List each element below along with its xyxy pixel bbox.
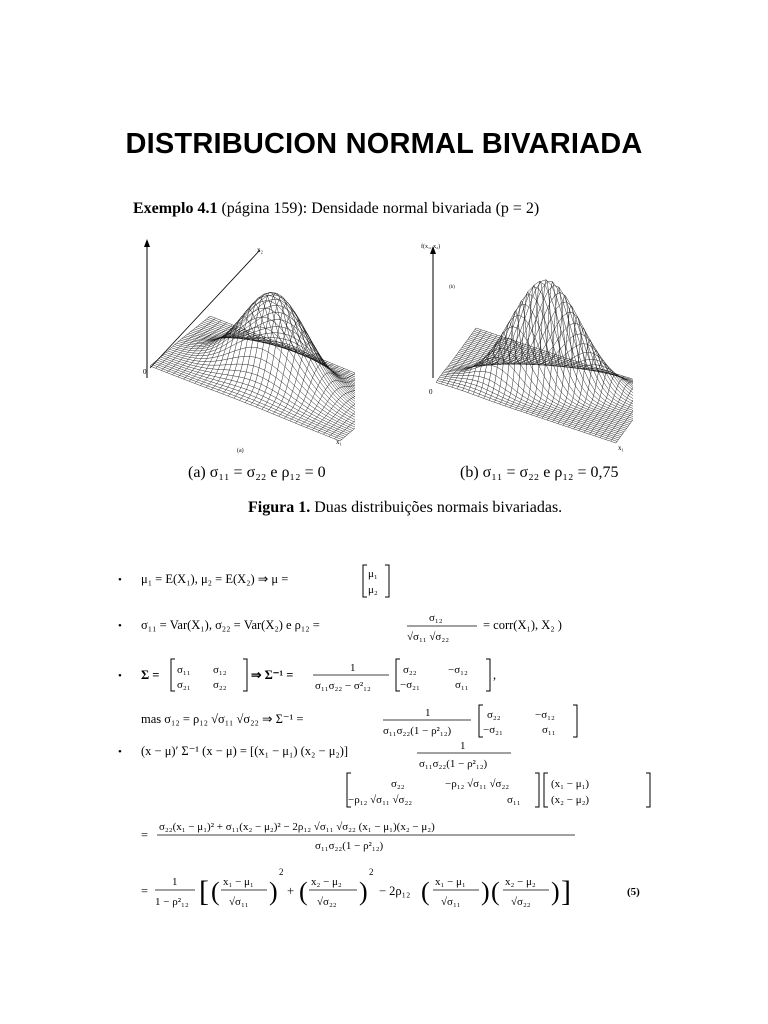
eq7-frac-den: 1 − ρ²₁₂	[155, 896, 189, 908]
eq7-paren-3-close: )	[481, 877, 490, 906]
eq7-paren-3-open: (	[421, 877, 430, 906]
mesh-surface-b	[436, 280, 633, 443]
mesh-line	[161, 320, 221, 370]
mesh-line	[279, 343, 339, 417]
mesh-line	[616, 387, 633, 443]
eq5-num: 1	[460, 740, 466, 752]
mesh-line	[245, 293, 305, 402]
plot-b-origin-label: 0	[429, 388, 433, 396]
eq2-left: σ₁₁ = Var(X₁), σ₂₂ = Var(X₂) e ρ₁₂ =	[141, 618, 320, 632]
mesh-line	[155, 362, 345, 437]
example-label: Exemplo 4.1	[133, 200, 218, 217]
plot-b-axis-x1-label: x₁	[618, 444, 624, 452]
eq7-bracket-open: [	[199, 875, 209, 908]
mesh-line	[455, 281, 633, 417]
plot-a-panel-label: (a)	[237, 448, 244, 454]
plot-b-axis-f-label: f(x₁, x₂)	[421, 244, 441, 250]
eq6-equals: =	[141, 828, 149, 842]
eq7-paren-2-open: (	[299, 877, 308, 906]
equation-number: (5)	[627, 886, 640, 898]
eq2-den: √σ₁₁ √σ₂₂	[407, 631, 450, 643]
eq4-m00: σ₂₂	[487, 709, 501, 721]
eq7-bracket-close: ]	[561, 875, 571, 908]
page-title: DISTRIBUCION NORMAL BIVARIADA	[125, 128, 643, 160]
example-text: (página 159): Densidade normal bivariada (p = 2)	[217, 200, 540, 217]
bullet-4: •	[118, 746, 122, 758]
eq5-den: σ₁₁σ₂₂(1 − ρ²₁₂)	[419, 758, 488, 770]
plot-a-axis-x2-label: x₂	[257, 246, 263, 254]
eq5-vec-0: (x₁ − μ₁)	[551, 778, 590, 790]
eq7-t1-den: √σ₁₁	[229, 896, 249, 908]
eq3-comma: ,	[493, 668, 497, 682]
eq7-t2-den: √σ₂₂	[317, 896, 337, 908]
figure-caption-text: Duas distribuições normais bivariadas.	[310, 499, 563, 516]
mesh-line	[436, 328, 476, 382]
eq7-t1-num: x₁ − μ₁	[223, 876, 254, 888]
example-heading	[133, 200, 539, 218]
eq7-paren-4-open: (	[491, 877, 500, 906]
eq6-num: σ₂₂(x₁ − μ₁)² + σ₁₁(x₂ − μ₂)² − 2ρ₁₂ √σ₁₁ √σ₂₂ (x₁ − μ₁)(x₂ − μ₂)	[159, 821, 435, 833]
mesh-line	[475, 330, 633, 389]
mesh-line	[553, 316, 593, 422]
bullet-3: •	[118, 670, 122, 682]
plot-a-axis-x1-label: x₁	[336, 438, 342, 446]
eq7-t3-num: x₁ − μ₁	[435, 876, 466, 888]
surface-plot-a	[140, 238, 355, 463]
eq7-paren-4-close: )	[551, 877, 560, 906]
eq5-left: (x − μ)′ Σ⁻¹ (x − μ) = [(x₁ − μ₁) (x₂ − μ₂)]	[141, 744, 349, 758]
eq4-left: mas σ₁₂ = ρ₁₂ √σ₁₁ √σ₂₂ ⇒ Σ⁻¹ =	[141, 712, 304, 726]
mesh-line	[526, 280, 566, 413]
mesh-surface-a	[150, 292, 355, 441]
eq7-t4-num: x₂ − μ₂	[505, 876, 536, 888]
plot-a-caption: (a) σ₁₁ = σ₂₂ e ρ₁₂ = 0	[188, 464, 326, 481]
eq5-vec-1: (x₂ − μ₂)	[551, 794, 590, 806]
eq7-t2-num: x₂ − μ₂	[311, 876, 342, 888]
mesh-line	[150, 366, 340, 441]
eq3-num: 1	[350, 662, 356, 674]
eq7-paren-2-close: )	[359, 877, 368, 906]
mesh-line	[161, 357, 351, 432]
eq3b-m10: −σ₂₁	[400, 679, 420, 691]
mesh-line	[537, 287, 577, 416]
plot-a-origin-label: 0	[143, 368, 147, 376]
eq7-exp-2: 2	[369, 867, 374, 877]
eq3-sigma: Σ =	[141, 668, 160, 682]
eq4-m01: −σ₁₂	[535, 709, 555, 721]
eq5-m00: σ₂₂	[391, 778, 405, 790]
mesh-line	[457, 282, 633, 414]
mesh-line	[262, 311, 322, 409]
eq7-exp-1: 2	[279, 867, 284, 877]
eq3-m11: σ₂₂	[213, 679, 227, 691]
plot-b-caption: (b) σ₁₁ = σ₂₂ e ρ₁₂ = 0,75	[460, 464, 619, 481]
eq5-m01: −ρ₁₂ √σ₁₁ √σ₂₂	[445, 778, 510, 790]
eq7-paren-1-close: )	[269, 877, 278, 906]
eq7-t4-den: √σ₂₂	[511, 896, 531, 908]
figure-caption	[248, 499, 562, 517]
mesh-line	[162, 356, 352, 431]
eq3-den: σ₁₁σ₂₂ − σ²₁₂	[315, 680, 371, 692]
eq7-frac-num: 1	[172, 876, 178, 888]
eq1-text: μ₁ = E(X₁), μ₂ = E(X₂) ⇒ μ =	[141, 572, 289, 586]
eq6-den: σ₁₁σ₂₂(1 − ρ²₁₂)	[315, 840, 384, 852]
mesh-line	[180, 293, 355, 416]
eq4-den: σ₁₁σ₂₂(1 − ρ²₁₂)	[383, 725, 452, 737]
mesh-line	[182, 292, 355, 413]
eq4-num: 1	[425, 707, 431, 719]
eq5-m11: σ₁₁	[507, 794, 521, 806]
plot-b-panel-label: (b)	[449, 285, 455, 290]
eq4-m11: σ₁₁	[542, 724, 556, 736]
mesh-line	[207, 319, 356, 394]
mesh-line	[217, 309, 277, 392]
eq2-num: σ₁₂	[429, 612, 443, 624]
eq7-paren-1-open: (	[211, 877, 220, 906]
eq4-m10: −σ₂₁	[483, 724, 503, 736]
eq1-vec-0: μ₁	[368, 568, 378, 580]
eq2-right: = corr(X₁), X₂ )	[483, 618, 562, 632]
mesh-line	[437, 381, 617, 442]
eq1-vec-1: μ₂	[368, 584, 378, 596]
eq3b-m11: σ₁₁	[455, 679, 469, 691]
mesh-line	[172, 325, 232, 375]
eq3-m10: σ₂₁	[177, 679, 191, 691]
eq7-mid: − 2ρ₁₂	[379, 884, 411, 898]
eq5-m10: −ρ₁₂ √σ₁₁ √σ₂₂	[348, 794, 413, 806]
eq3-m00: σ₁₁	[177, 664, 191, 676]
surface-plot-b	[418, 238, 633, 463]
eq7-plus: +	[287, 884, 295, 898]
eq3b-m00: σ₂₂	[403, 664, 417, 676]
eq3-inv: ⇒ Σ⁻¹ =	[251, 668, 294, 682]
eq3b-m01: −σ₁₂	[448, 664, 468, 676]
equations-block	[115, 555, 675, 935]
eq7-equals: =	[141, 884, 149, 898]
figure-caption-label: Figura 1.	[248, 499, 311, 516]
bullet-1: •	[118, 574, 122, 586]
bullet-2: •	[118, 620, 122, 632]
eq7-t3-den: √σ₁₁	[441, 896, 461, 908]
eq3-m01: σ₁₂	[213, 664, 227, 676]
